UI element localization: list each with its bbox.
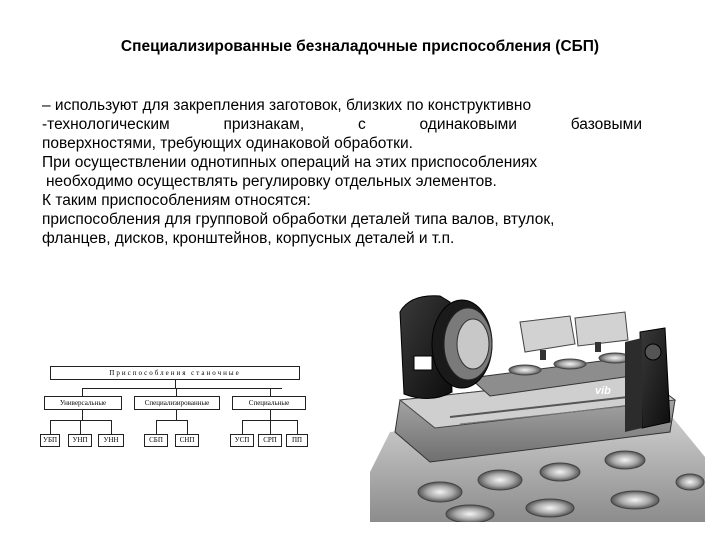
body-line-5: необходимо осуществлять регулировку отдельных элементов. — [46, 173, 497, 190]
fixture-brand-label: vib — [595, 385, 611, 397]
body-line-6: К таким приспособлениям относятся: — [42, 192, 311, 209]
diagram-leaf-box: УНН — [98, 434, 124, 447]
diagram-leaf-box: ПП — [286, 434, 308, 447]
body-line-2-word: признакам, — [223, 116, 305, 133]
body-line-3: поверхностями, требующих одинаковой обработки. — [42, 135, 413, 152]
slide-title: Специализированные безналадочные приспособления (СБП) — [120, 38, 600, 55]
diagram-group-box: Специальные — [232, 396, 306, 410]
diagram-leaf-box: УНП — [68, 434, 92, 447]
diagram-group-box: Специализированные — [134, 396, 220, 410]
fixture-classification-diagram — [40, 362, 330, 462]
body-line-2-word: одинаковыми — [419, 116, 517, 133]
diagram-leaf-box: УСП — [230, 434, 254, 447]
diagram-group-box: Универсальные — [44, 396, 122, 410]
diagram-leaf-box: СНП — [175, 434, 199, 447]
body-line-2-word: -технологическим — [42, 116, 170, 133]
body-line-7: приспособления для групповой обработки деталей типа валов, втулок, — [42, 211, 555, 228]
diagram-root-box: Приспособления станочные — [50, 366, 300, 380]
diagram-leaf-box: УБП — [40, 434, 60, 447]
slide-body — [42, 96, 642, 248]
diagram-leaf-box: СРП — [258, 434, 282, 447]
body-line-2-word: с — [357, 116, 366, 133]
body-line-2 — [42, 115, 642, 134]
body-line-1: – используют для закрепления заготовок, близких по конструктивно — [42, 97, 532, 114]
fixture-photo — [370, 282, 705, 522]
diagram-leaf-box: СБП — [144, 434, 168, 447]
body-line-4: При осуществлении однотипных операций на этих приспособлениях — [42, 154, 538, 171]
body-line-8: фланцев, дисков, кронштейнов, корпусных деталей и т.п. — [42, 230, 455, 247]
body-line-2-word: базовыми — [570, 116, 642, 133]
